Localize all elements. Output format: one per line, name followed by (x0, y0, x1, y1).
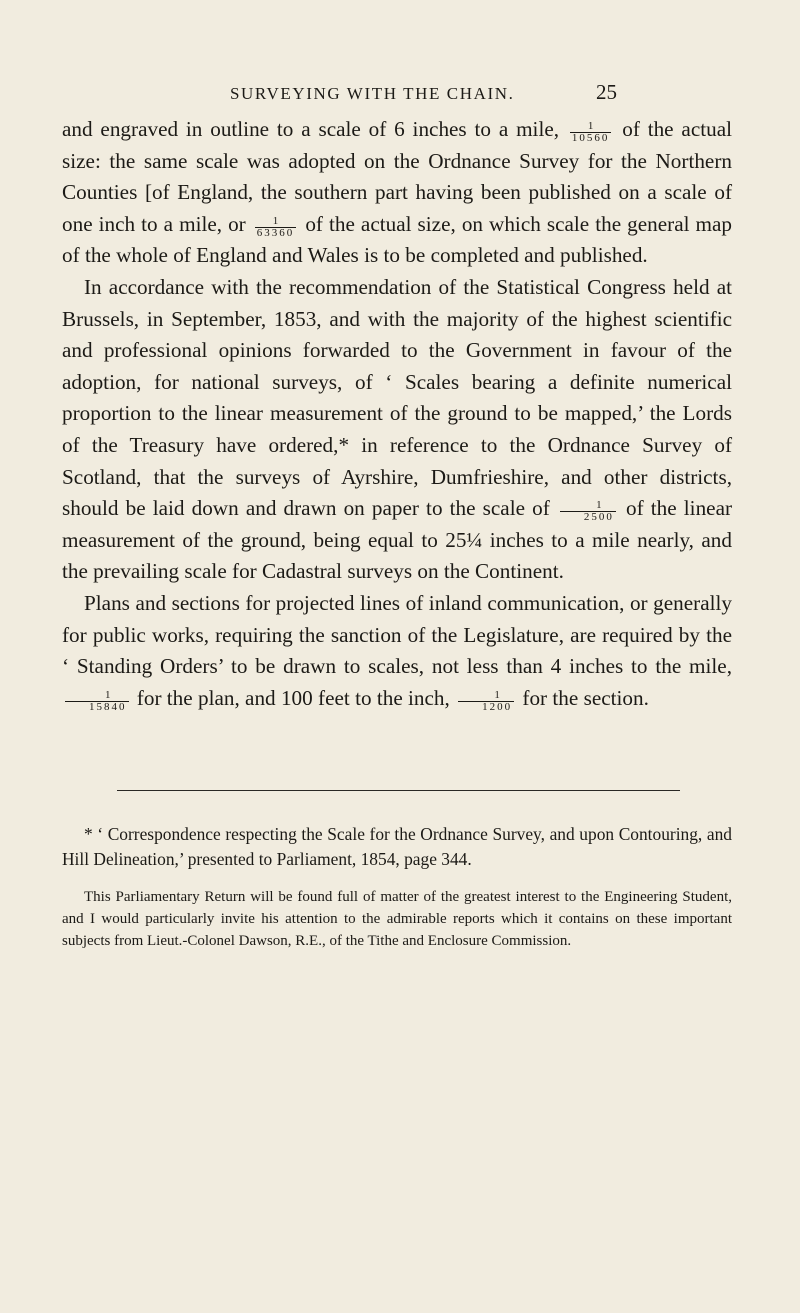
paragraph-text: of the actual size, on which scale the general map of the whole of England and Wales is to be completed and published. (62, 211, 733, 268)
paragraph-text: In accordance with the recommendation of the Statistical Congress held at Brussels, in September, 1853, and with the majority of the highest scientific and professional opinions forwarded to the Government in favour of the adoption, for national surveys, of ‘ Scales bearing a definite numerical proportion to the linear measurement of the ground to be mapped,’ the Lords of the Treasury have ordered,* in reference to the Ordnance Survey of Scotland, that the surveys of Ayrshire, Dumfrieshire, and other districts, should be laid down and drawn on paper to the scale of (62, 274, 732, 521)
fraction (560, 500, 616, 523)
fraction-numerator: 1 (570, 121, 612, 133)
body-text (62, 114, 732, 714)
fraction-denominator: 10560 (571, 132, 610, 144)
fraction (65, 690, 129, 713)
fraction-numerator: 1 (255, 216, 297, 228)
paragraph-text: of the actual size: the same scale was adopted on the Ordnance Survey for the Northern Counties [of England, the southern part having been published on a scale of one inch to a mile, or (62, 117, 733, 236)
fraction (570, 121, 612, 144)
footnotes (62, 822, 732, 952)
note-parliamentary-return: This Parliamentary Return will be found full of matter of the greatest interest to the Engineering Student, and I would particularly invite his attention to the admirable reports which it contains on these important subjects from Lieut.-Colonel Dawson, R.E., of the Tithe and Enclosure Commission. (62, 888, 732, 949)
fraction-denominator: 15840 (89, 700, 127, 713)
paragraph-plans-sections (62, 588, 732, 714)
page-number: 25 (596, 80, 617, 104)
fraction-denominator: 2500 (583, 511, 614, 524)
paragraph-text: of the linear measurement of the ground, being equal to 25¼ inches to a mile nearly, and the prevailing scale for Cadastral surveys on the Continent. (62, 496, 733, 584)
paragraph-text: and engraved in outline to a scale of 6 inches to a mile, (62, 117, 560, 141)
fraction-numerator: 1 (458, 690, 514, 702)
fraction-numerator: 1 (65, 690, 129, 702)
footnote-correspondence: * ‘ Correspondence respecting the Scale for the Ordnance Survey, and upon Contouring, and Hill Delineation,’ presented to Parliament, 1854, page 344. (62, 824, 732, 869)
running-title: SURVEYING WITH THE CHAIN. (230, 84, 515, 103)
paragraph-scales-ordnance (62, 114, 732, 272)
paragraph-text: Plans and sections for projected lines of inland communication, or generally for public works, requiring the sanction of the Legislature, are required by the ‘ Standing Orders’ to be drawn to scales, not less than 4 inches to the mile, (62, 590, 732, 679)
fraction-denominator: 1200 (482, 700, 513, 713)
fraction-denominator: 63360 (256, 226, 295, 239)
page-header (0, 80, 800, 108)
fraction-numerator: 1 (560, 500, 616, 512)
footnote-divider (117, 790, 680, 791)
paragraph-text: for the section. (522, 685, 649, 710)
paragraph-text: for the plan, and 100 feet to the inch, (136, 685, 450, 710)
paragraph-statistical-congress (62, 272, 732, 588)
fraction (255, 216, 297, 239)
fraction (458, 690, 514, 713)
